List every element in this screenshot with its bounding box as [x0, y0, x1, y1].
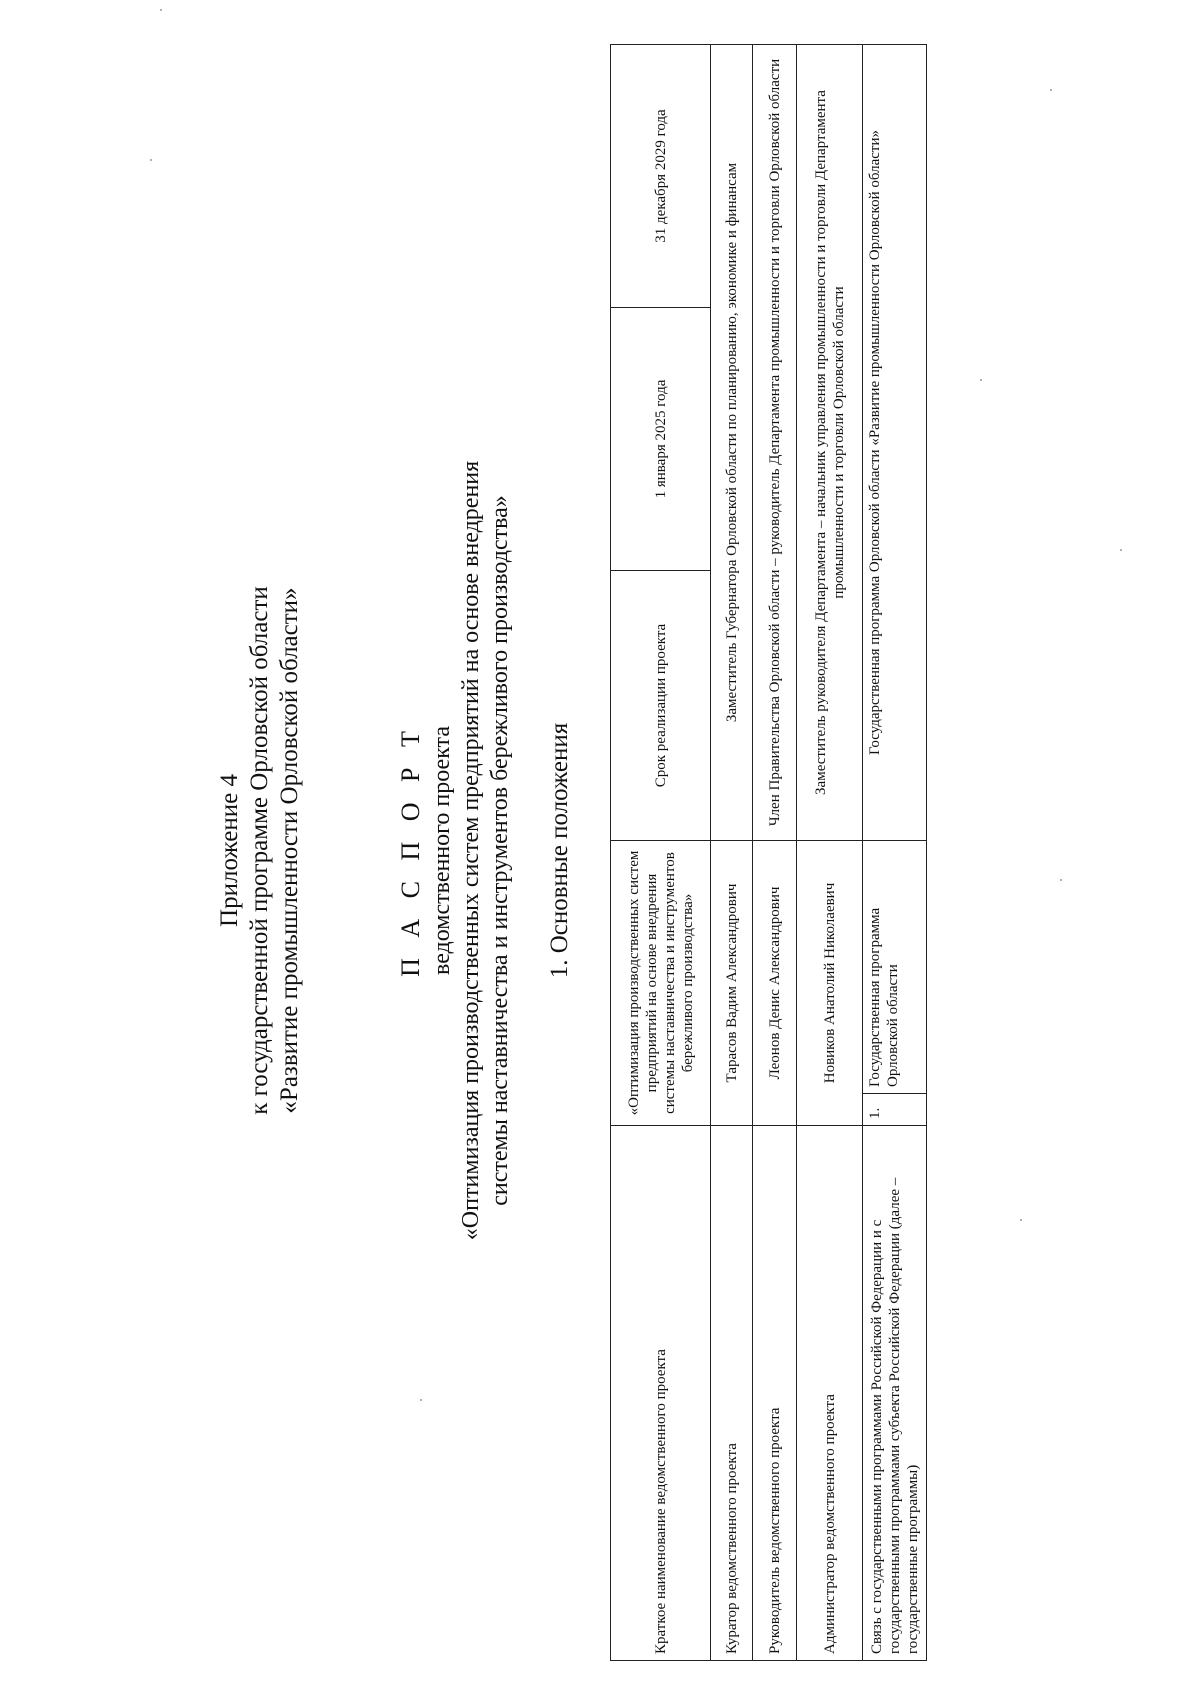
passport-heading: П А С П О Р Т — [396, 724, 425, 977]
head-label: Руководитель ведомственного проекта — [753, 1126, 797, 1661]
table-row — [753, 45, 797, 1661]
curator-name: Тарасов Вадим Александрович — [711, 841, 753, 1126]
appendix-number: Приложение 4 — [216, 774, 243, 927]
appendix-program-name: «Развитие промышленности Орловской области» — [276, 587, 303, 1114]
project-name-line1: «Оптимизация производственных систем предприятий на основе внедрения — [458, 460, 484, 1241]
document-title — [395, 0, 515, 1701]
head-name: Леонов Денис Александрович — [753, 841, 797, 1126]
table-row — [797, 45, 863, 1661]
period-start: 1 января 2025 года — [611, 308, 711, 571]
short-name-label: Краткое наименование ведомственного проекта — [611, 1126, 711, 1661]
table-row — [611, 45, 711, 1661]
programs-link-label: Связь с государственными программами Российской Федерации и с государственными программами субъекта Российской Федерации (далее – государственные программы) — [863, 1126, 927, 1661]
program-number: 1. — [863, 1094, 927, 1126]
passport-subtitle: ведомственного проекта — [429, 726, 455, 975]
admin-position: Заместитель руководителя Департамента – начальник управления промышленности и торговли Департамента промышленности и торговли Орловской области — [797, 45, 863, 841]
section-heading: 1. Основные положения — [546, 722, 573, 979]
program-short-name: Государственная программа Орловской области — [863, 841, 927, 1094]
admin-label: Администратор ведомственного проекта — [797, 1126, 863, 1661]
table-row — [863, 45, 927, 1661]
curator-label: Куратор ведомственного проекта — [711, 1126, 753, 1661]
appendix-program-ref: к государственной программе Орловской области — [246, 586, 273, 1115]
table-row — [711, 45, 753, 1661]
appendix-block — [215, 0, 305, 1701]
admin-name: Новиков Анатолий Николаевич — [797, 841, 863, 1126]
head-position: Член Правительства Орловской области – руководитель Департамента промышленности и торговли Орловской области — [753, 45, 797, 841]
curator-position: Заместитель Губернатора Орловской области по планированию, экономике и финансам — [711, 45, 753, 841]
program-full-name: Государственная программа Орловской области «Развитие промышленности Орловской области» — [863, 45, 927, 841]
period-end: 31 декабря 2029 года — [611, 45, 711, 308]
period-label: Срок реализации проекта — [611, 571, 711, 841]
short-name-value: «Оптимизация производственных систем предприятий на основе внедрения системы наставничества и инструментов бережливого производства» — [611, 841, 711, 1126]
project-name-line2: системы наставничества и инструментов бережливого производства» — [487, 495, 513, 1206]
basic-provisions-table — [610, 44, 927, 1661]
